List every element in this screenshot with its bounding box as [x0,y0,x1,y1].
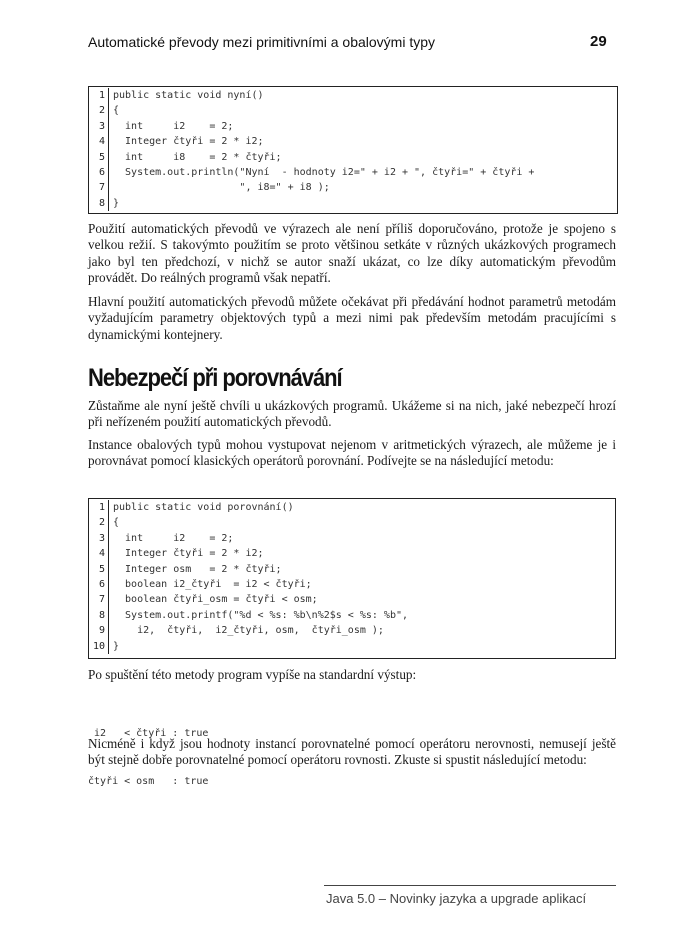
paragraph-overhead-warning: Použití automatických převodů ve výrazech ale není příliš doporučováno, protože je spojeno s velkou režií. S takovýmto použitím se proto většinou setkáte v různých ukázkových programech jako byl ten předchozí, v nichž se autor snaží ukázat, co lze díky automatickým převodům provádět. Do reálných programů však nepatří. [88,221,616,286]
section-heading: Nebezpečí při porovnávání [88,364,342,392]
code-text: System.out.printf("%d < %s: %b\n%2$s < %s: %b", [113,609,409,621]
code-line [89,639,615,654]
code-line [89,623,615,638]
code-line [89,515,615,530]
code-line [89,196,617,211]
code-line [89,103,617,118]
paragraph-equality-warning: Nicméně i když jsou hodnoty instancí porovnatelné pomocí operátoru nerovnosti, nemusejí ještě být stejně dobře porovnatelné pomocí operátoru rovnosti. Zkuste si spustit následující metodu: [88,736,616,768]
paragraph-intro-danger: Zůstaňme ale nyní ještě chvíli u ukázkových programů. Ukážeme si na nich, jaké nebezpečí hrozí při neřízeném použití automatických převodů. [88,398,616,430]
page-number: 29 [590,33,607,50]
code-text: { [113,517,120,529]
line-number: 10 [89,639,109,654]
code-line [89,134,617,149]
line-number: 5 [89,150,109,165]
code-text: Integer čtyři = 2 * i2; [113,136,264,148]
code-text: ", i8=" + i8 ); [113,182,330,194]
line-number: 7 [89,592,109,607]
code-line [89,150,617,165]
code-line [89,119,617,134]
code-text: public static void nyní() [113,90,264,101]
code-line [89,546,615,561]
running-header-title: Automatické převody mezi primitivními a obalovými typy [88,34,436,50]
code-line [89,577,615,592]
output-line: i2 < čtyři : true [88,728,209,739]
output-line: čtyři < osm : true [88,776,209,787]
code-text: boolean čtyři_osm = čtyři < osm; [113,594,318,606]
code-text: boolean i2_čtyři = i2 < čtyři; [113,578,312,590]
line-number: 2 [89,515,109,530]
running-footer-title: Java 5.0 – Novinky jazyka a upgrade aplikací [326,891,587,906]
line-number: 4 [89,546,109,561]
code-line [89,608,615,623]
line-number: 3 [89,119,109,134]
line-number: 7 [89,180,109,195]
line-number: 2 [89,103,109,118]
code-line [89,531,615,546]
paragraph-main-usage: Hlavní použití automatických převodů můžete očekávat při předávání hodnot parametrů metodám vyžadujícím parametry objektových typů a mezi nimi pak především metodám pracujícími s dynamickými kontejnery. [88,294,616,342]
code-text: i2, čtyři, i2_čtyři, osm, čtyři_osm ); [113,625,384,637]
code-text: } [113,640,120,652]
code-listing-nyni [88,86,618,214]
code-line [89,180,617,195]
line-number: 8 [89,608,109,623]
paragraph-comparison: Instance obalových typů mohou vystupovat nejenom v aritmetických výrazech, ale můžeme je i porovnávat pomocí klasických operátorů porovnání. Podívejte se na následující metodu: [88,437,616,469]
code-text: System.out.println("Nyní - hodnoty i2=" + i2 + ", čtyři=" + čtyři + [113,166,535,178]
code-line [89,592,615,607]
code-listing-porovnani [88,498,616,659]
line-number: 9 [89,623,109,638]
code-text: public static void porovnání() [113,502,294,513]
line-number: 5 [89,562,109,577]
code-line [89,165,617,180]
line-number: 8 [89,196,109,211]
code-line [89,500,615,515]
code-text: int i2 = 2; [113,120,234,132]
line-number: 1 [89,88,109,103]
footer-divider [324,885,616,886]
line-number: 6 [89,577,109,592]
code-line [89,88,617,103]
line-number: 6 [89,165,109,180]
code-text: } [113,197,120,209]
code-line [89,562,615,577]
line-number: 4 [89,134,109,149]
code-text: Integer čtyři = 2 * i2; [113,548,264,560]
code-text: { [113,105,120,117]
code-text: int i8 = 2 * čtyři; [113,151,282,163]
line-number: 1 [89,500,109,515]
code-text: Integer osm = 2 * čtyři; [113,563,282,575]
paragraph-output-intro: Po spuštění této metody program vypíše na standardní výstup: [88,667,417,682]
code-text: int i2 = 2; [113,532,234,544]
line-number: 3 [89,531,109,546]
